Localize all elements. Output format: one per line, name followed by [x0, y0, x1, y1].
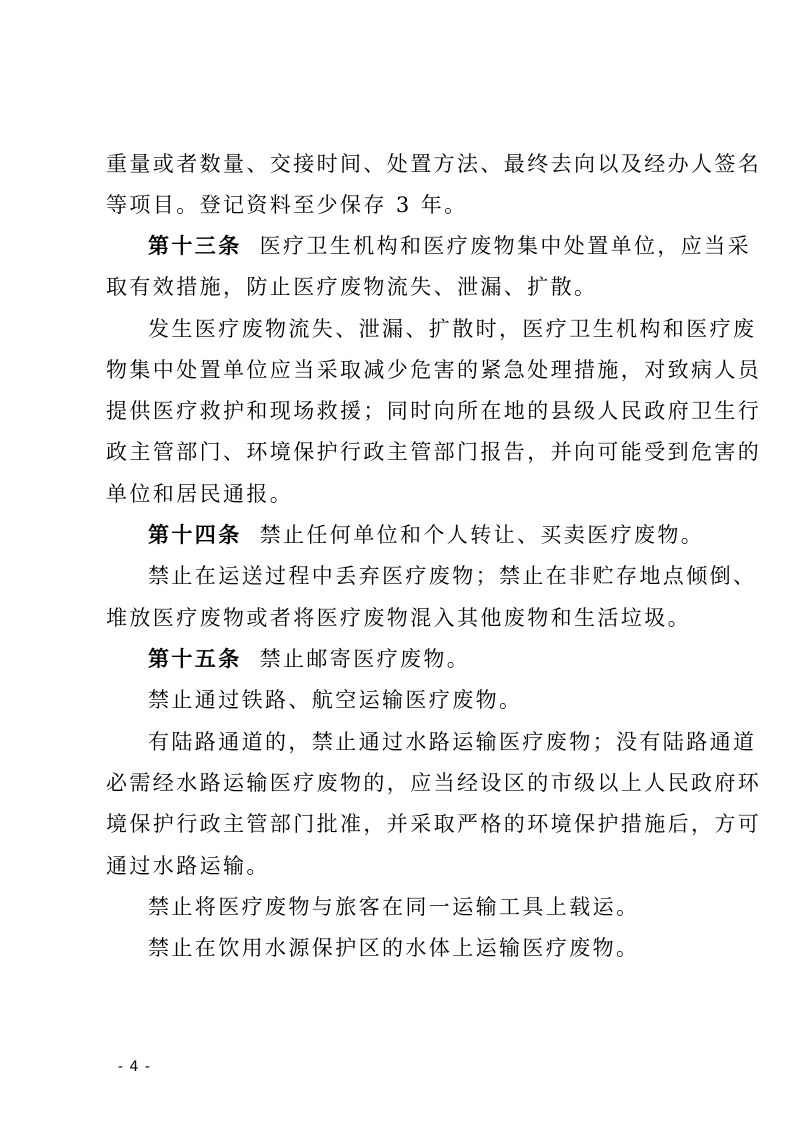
paragraph-line: 物集中处置单位应当采取减少危害的紧急处理措施，对致病人员 [106, 358, 762, 382]
article-14-text: 禁止任何单位和个人转让、买卖医疗废物。 [259, 523, 705, 547]
paragraph-line: 禁止在运送过程中丢弃医疗废物；禁止在非贮存地点倾倒、 [148, 564, 757, 588]
paragraph-line: 发生医疗废物流失、泄漏、扩散时，医疗卫生机构和医疗废 [148, 317, 757, 341]
article-14-line [148, 521, 704, 549]
article-13-heading: 第十三条 [148, 233, 242, 258]
article-15-text: 禁止邮寄医疗废物。 [259, 647, 471, 671]
article-13-line [148, 232, 751, 260]
paragraph-line: 单位和居民通报。 [106, 482, 294, 506]
article-15-line [148, 645, 470, 673]
paragraph-line: 境保护行政主管部门批准，并采取严格的环境保护措施后，方可 [106, 812, 762, 836]
paragraph-line: 禁止将医疗废物与旅客在同一运输工具上载运。 [148, 895, 640, 919]
paragraph-line: 禁止在饮用水源保护区的水体上运输医疗废物。 [148, 936, 640, 960]
paragraph-line: 有陆路通道的，禁止通过水路运输医疗废物；没有陆路通道 [148, 730, 757, 754]
paragraph-line: 通过水路运输。 [106, 854, 270, 878]
article-14-heading: 第十四条 [148, 522, 242, 547]
paragraph-line: 提供医疗救护和现场救援；同时向所在地的县级人民政府卫生行 [106, 399, 762, 423]
paragraph-line: 必需经水路运输医疗废物的，应当经设区的市级以上人民政府环 [106, 771, 762, 795]
paragraph-line: 重量或者数量、交接时间、处置方法、最终去向以及经办人签名 [106, 152, 762, 176]
paragraph-line: 堆放医疗废物或者将医疗废物混入其他废物和生活垃圾。 [106, 606, 691, 630]
paragraph-line: 政主管部门、环境保护行政主管部门报告，并向可能受到危害的 [106, 440, 762, 464]
article-13-text: 医疗卫生机构和医疗废物集中处置单位，应当采 [259, 234, 752, 258]
paragraph-line: 取有效措施，防止医疗废物流失、泄漏、扩散。 [106, 275, 598, 299]
page-number: - 4 - [118, 1059, 151, 1075]
article-15-heading: 第十五条 [148, 646, 242, 671]
paragraph-line: 等项目。登记资料至少保存 3 年。 [106, 193, 468, 217]
paragraph-line: 禁止通过铁路、航空运输医疗废物。 [148, 688, 523, 712]
